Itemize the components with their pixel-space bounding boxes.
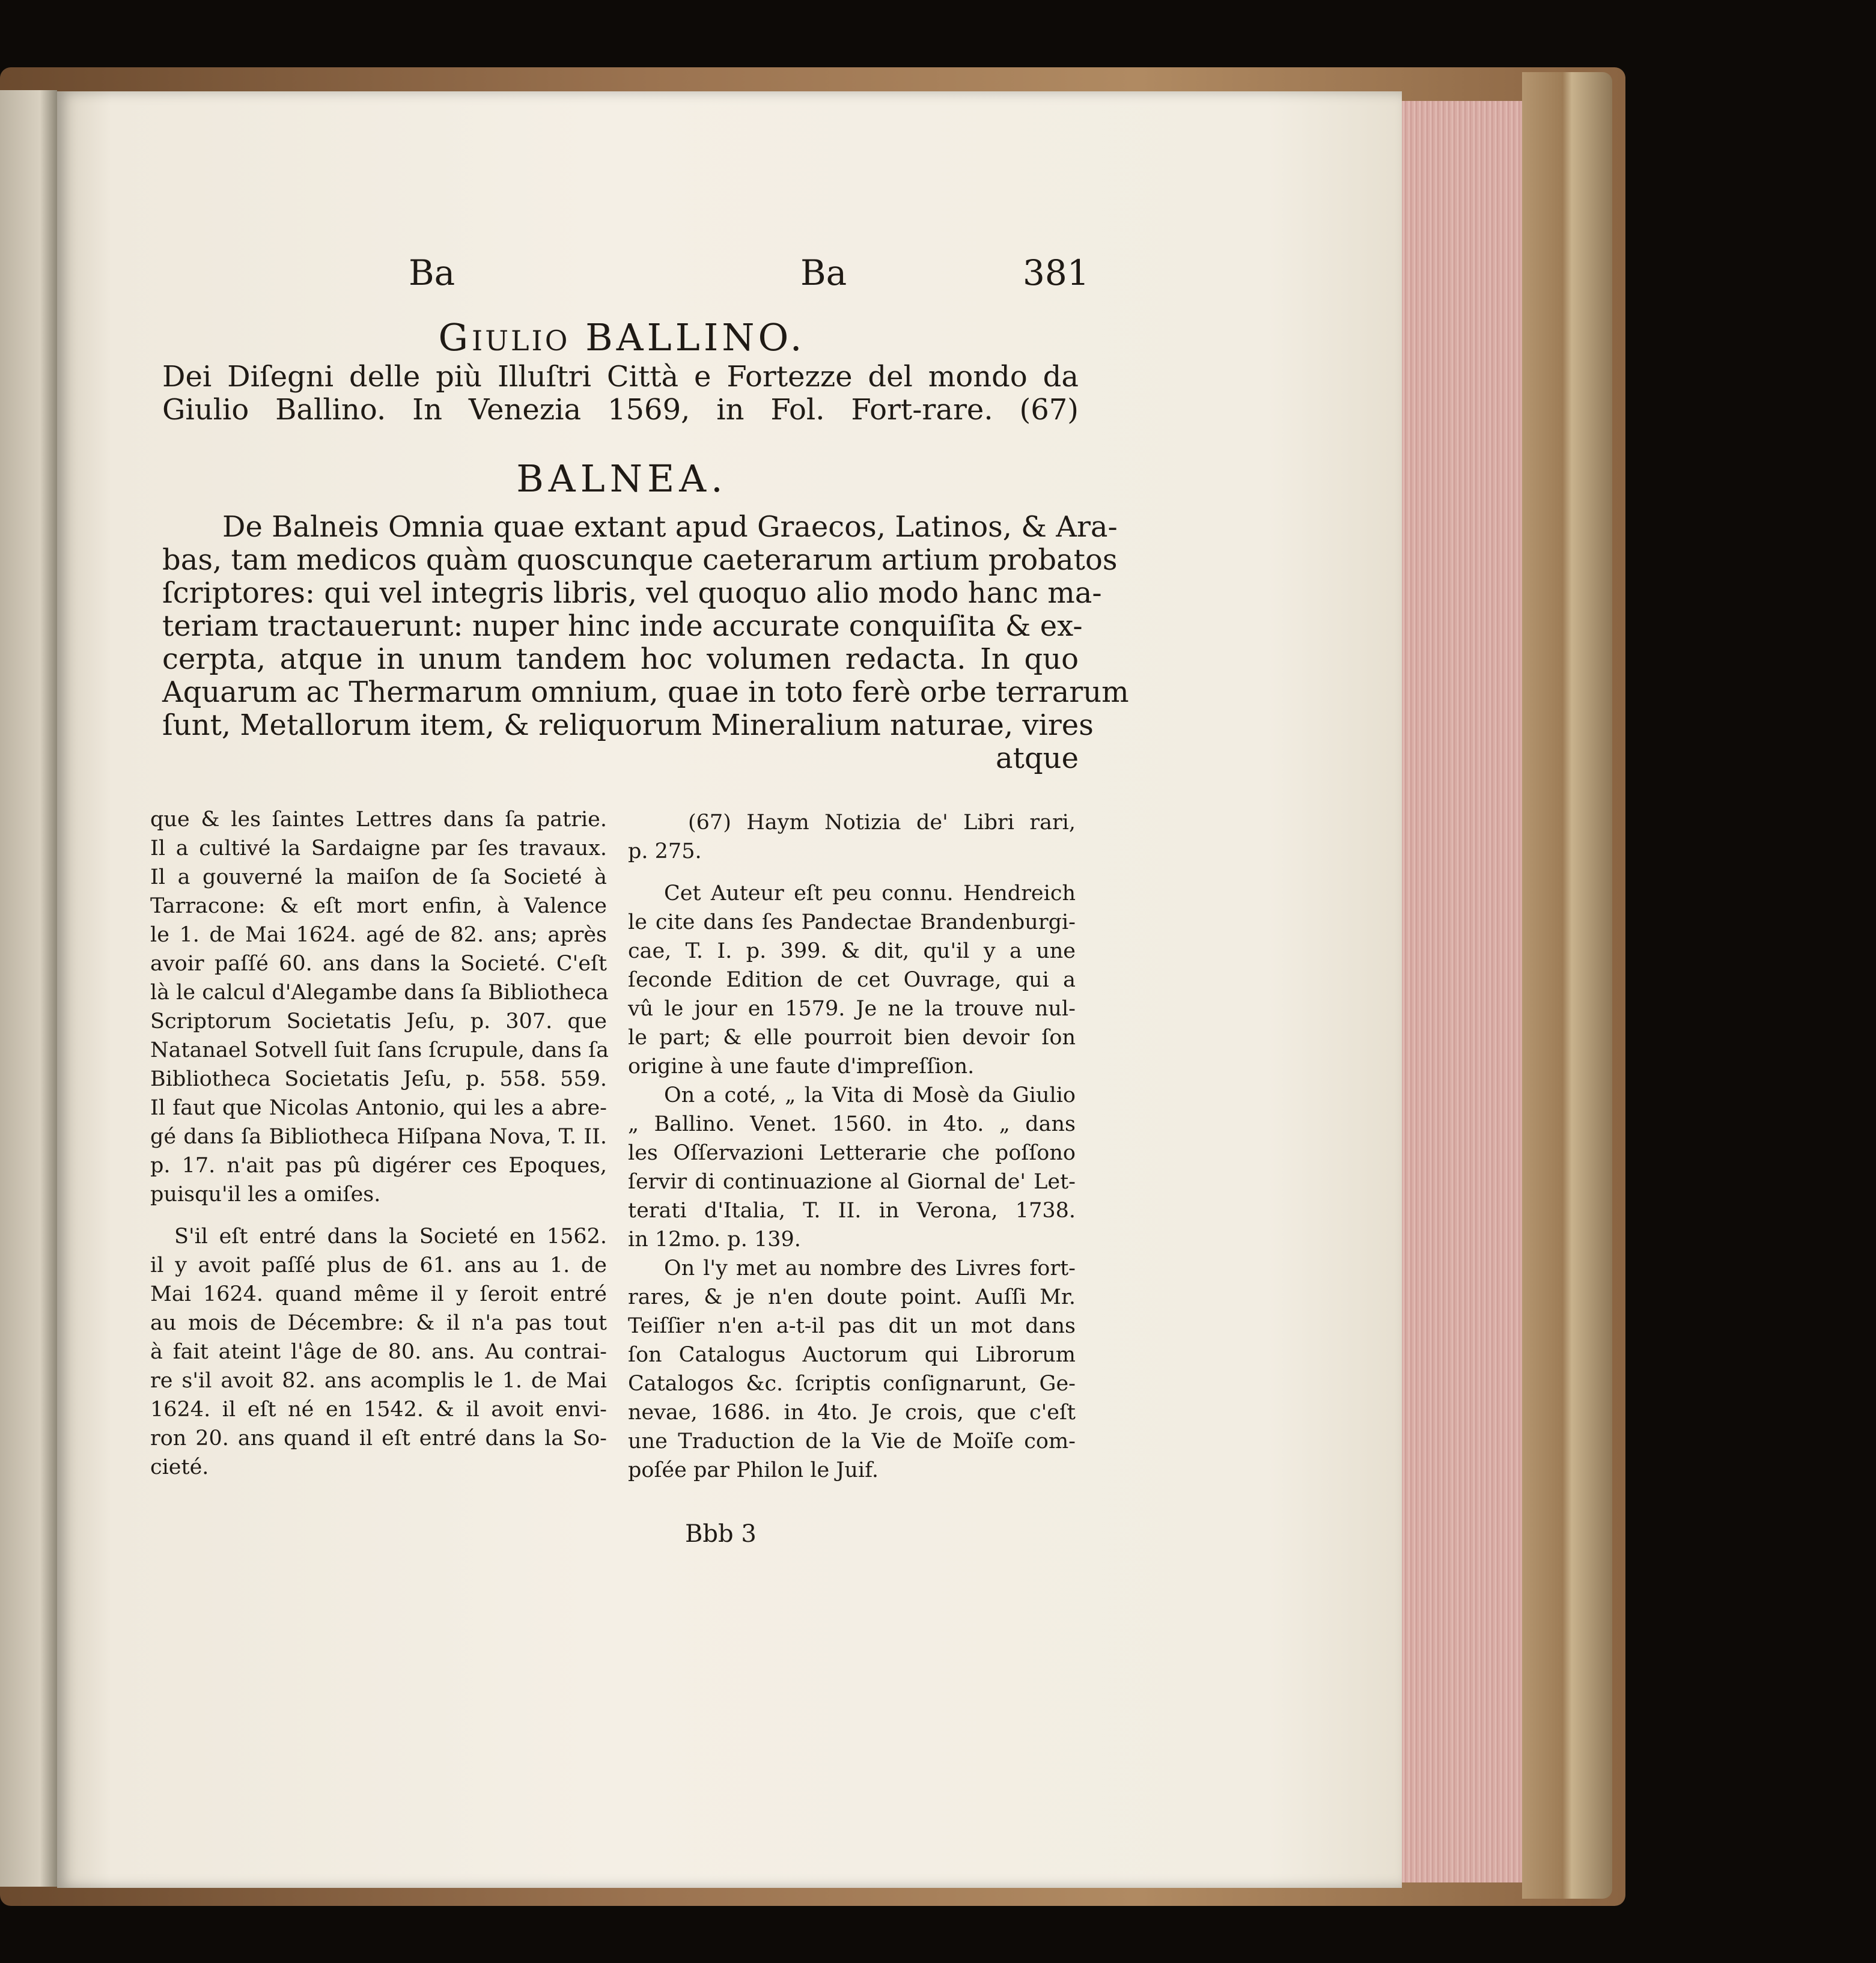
note-line: au mois de Décembre: & il n'a pas tout <box>150 1311 607 1335</box>
page-number: 381 <box>1023 252 1089 293</box>
note-line: il y avoit paſſé plus de 61. ans au 1. de <box>150 1253 607 1277</box>
cover-board-edge <box>1522 72 1612 1899</box>
note-line: 1624. il eſt né en 1542. & il avoit envi- <box>150 1398 607 1422</box>
note-line: Catalogos &c. ſcriptis conſignarunt, Ge- <box>628 1372 1076 1396</box>
note-line: ſervir di continuazione al Giornal de' Let- <box>628 1170 1076 1194</box>
note-line: le 1. de Mai 1624. agé de 82. ans; après <box>150 923 607 947</box>
text-line: ſunt, Metallorum item, & reliquorum Mineralium naturae, vires <box>162 708 1094 742</box>
text-line: Giulio Ballino. In Venezia 1569, in Fol. Fort-rare. (67) <box>162 393 1079 427</box>
footnote-column-left <box>150 805 607 1482</box>
note-line: ron 20. ans quand il eſt entré dans la So- <box>150 1426 607 1450</box>
note-line: que & les ſaintes Lettres dans ſa patrie. <box>150 808 607 832</box>
note-line: Scriptorum Societatis Jeſu, p. 307. que <box>150 1009 607 1033</box>
note-line: avoir paſſé 60. ans dans la Societé. C'eſt <box>150 952 607 976</box>
entry-heading-ballino <box>156 315 1088 359</box>
text-line: ſcriptores: qui vel integris libris, vel quoquo alio modo hanc ma- <box>162 576 1102 610</box>
note-line: nevae, 1686. in 4to. Je crois, que c'eſt <box>628 1401 1076 1425</box>
note-line: re s'il avoit 82. ans acomplis le 1. de Mai <box>150 1369 607 1393</box>
note-line: On a coté, „ la Vita di Mosè da Giulio <box>664 1083 1076 1107</box>
note-line: Il faut que Nicolas Antonio, qui les a abre- <box>150 1096 607 1120</box>
note-line: puisqu'il les a omiſes. <box>150 1182 381 1207</box>
entry-ballino-text <box>162 361 1079 427</box>
text-line: cerpta, atque in unum tandem hoc volumen redacta. In quo <box>162 642 1079 676</box>
note-line: cae, T. I. p. 399. & dit, qu'il y a une <box>628 939 1076 963</box>
note-line: rares, & je n'en doute point. Auſſi Mr. <box>628 1285 1076 1309</box>
note-line: „ Ballino. Venet. 1560. in 4to. „ dans <box>628 1112 1076 1136</box>
running-head-left: Ba <box>409 252 455 293</box>
note-line: le part; & elle pourroit bien devoir ſon <box>628 1026 1076 1050</box>
note-line: Il a gouverné la maiſon de ſa Societé à <box>150 865 607 889</box>
note-line: Teiſſier n'en a-t-il pas dit un mot dans <box>628 1314 1076 1338</box>
heading-initial: G <box>438 315 472 359</box>
signature-mark: Bbb 3 <box>685 1520 757 1548</box>
note-line: Mai 1624. quand même il y ſeroit entré <box>150 1282 607 1306</box>
note-line: ſon Catalogus Auctorum qui Librorum <box>628 1343 1076 1367</box>
text-line: Dei Diſegni delle più Illuſtri Città e Fortezze del mondo da <box>162 360 1079 394</box>
text-line: teriam tractauerunt: nuper hinc inde accurate conquiſita & ex- <box>162 609 1083 643</box>
note-line: p. 275. <box>628 839 702 863</box>
note-line: poſée par Philon le Juif. <box>628 1458 879 1482</box>
note-line: à fait ateint l'âge de 80. ans. Au contrai- <box>150 1340 607 1364</box>
text-line: bas, tam medicos quàm quoscunque caeterarum artium probatos <box>162 543 1118 577</box>
heading-smallcaps: IULIO <box>472 324 570 357</box>
text-line: De Balneis Omnia quae extant apud Graecos, Latinos, & Ara- <box>222 510 1118 544</box>
note-line: in 12mo. p. 139. <box>628 1228 801 1252</box>
page-fore-edge <box>1402 101 1522 1882</box>
footnote-column-right <box>628 808 1076 1485</box>
note-line: là le calcul d'Alegambe dans ſa Bibliotheca <box>150 981 609 1005</box>
heading-surname: BALLINO. <box>585 315 806 359</box>
note-line: gé dans ſa Bibliotheca Hiſpana Nova, T. II. <box>150 1125 607 1149</box>
note-line: Il a cultivé la Sardaigne par ſes travaux. <box>150 836 607 860</box>
note-line: p. 17. n'ait pas pû digérer ces Epoques, <box>150 1154 607 1178</box>
note-line: vû le jour en 1579. Je ne la trouve nul- <box>628 997 1076 1021</box>
left-page-edge <box>0 90 57 1887</box>
entry-balnea-text <box>162 510 1129 775</box>
note-line: le cite dans ſes Pandectae Brandenburgi- <box>628 910 1076 934</box>
note-line: terati d'Italia, T. II. in Verona, 1738. <box>628 1199 1076 1223</box>
note-line: cieté. <box>150 1455 209 1479</box>
note-line: Tarracone: & eſt mort enfin, à Valence <box>150 894 607 918</box>
note-line: ſeconde Edition de cet Ouvrage, qui a <box>628 968 1076 992</box>
note-line: Bibliotheca Societatis Jeſu, p. 558. 559. <box>150 1067 607 1091</box>
note-line: les Oſſervazioni Letterarie che poſſono <box>628 1141 1076 1165</box>
note-line: (67) Haym Notizia de' Libri rari, <box>688 811 1076 835</box>
catchword: atque <box>996 741 1079 775</box>
entry-heading-balnea: BALNEA. <box>516 457 728 501</box>
note-line: On l'y met au nombre des Livres fort- <box>664 1256 1076 1280</box>
note-line: origine à une faute d'impreſſion. <box>628 1055 975 1079</box>
text-line: Aquarum ac Thermarum omnium, quae in toto ferè orbe terrarum <box>162 675 1129 709</box>
note-line: Cet Auteur eſt peu connu. Hendreich <box>664 881 1076 905</box>
note-line: Natanael Sotvell ſuit ſans ſcrupule, dans ſa <box>150 1038 609 1062</box>
running-head-right: Ba <box>800 252 847 293</box>
note-line: S'il eſt entré dans la Societé en 1562. <box>174 1225 607 1249</box>
note-line: une Traduction de la Vie de Moïſe com- <box>628 1429 1076 1453</box>
